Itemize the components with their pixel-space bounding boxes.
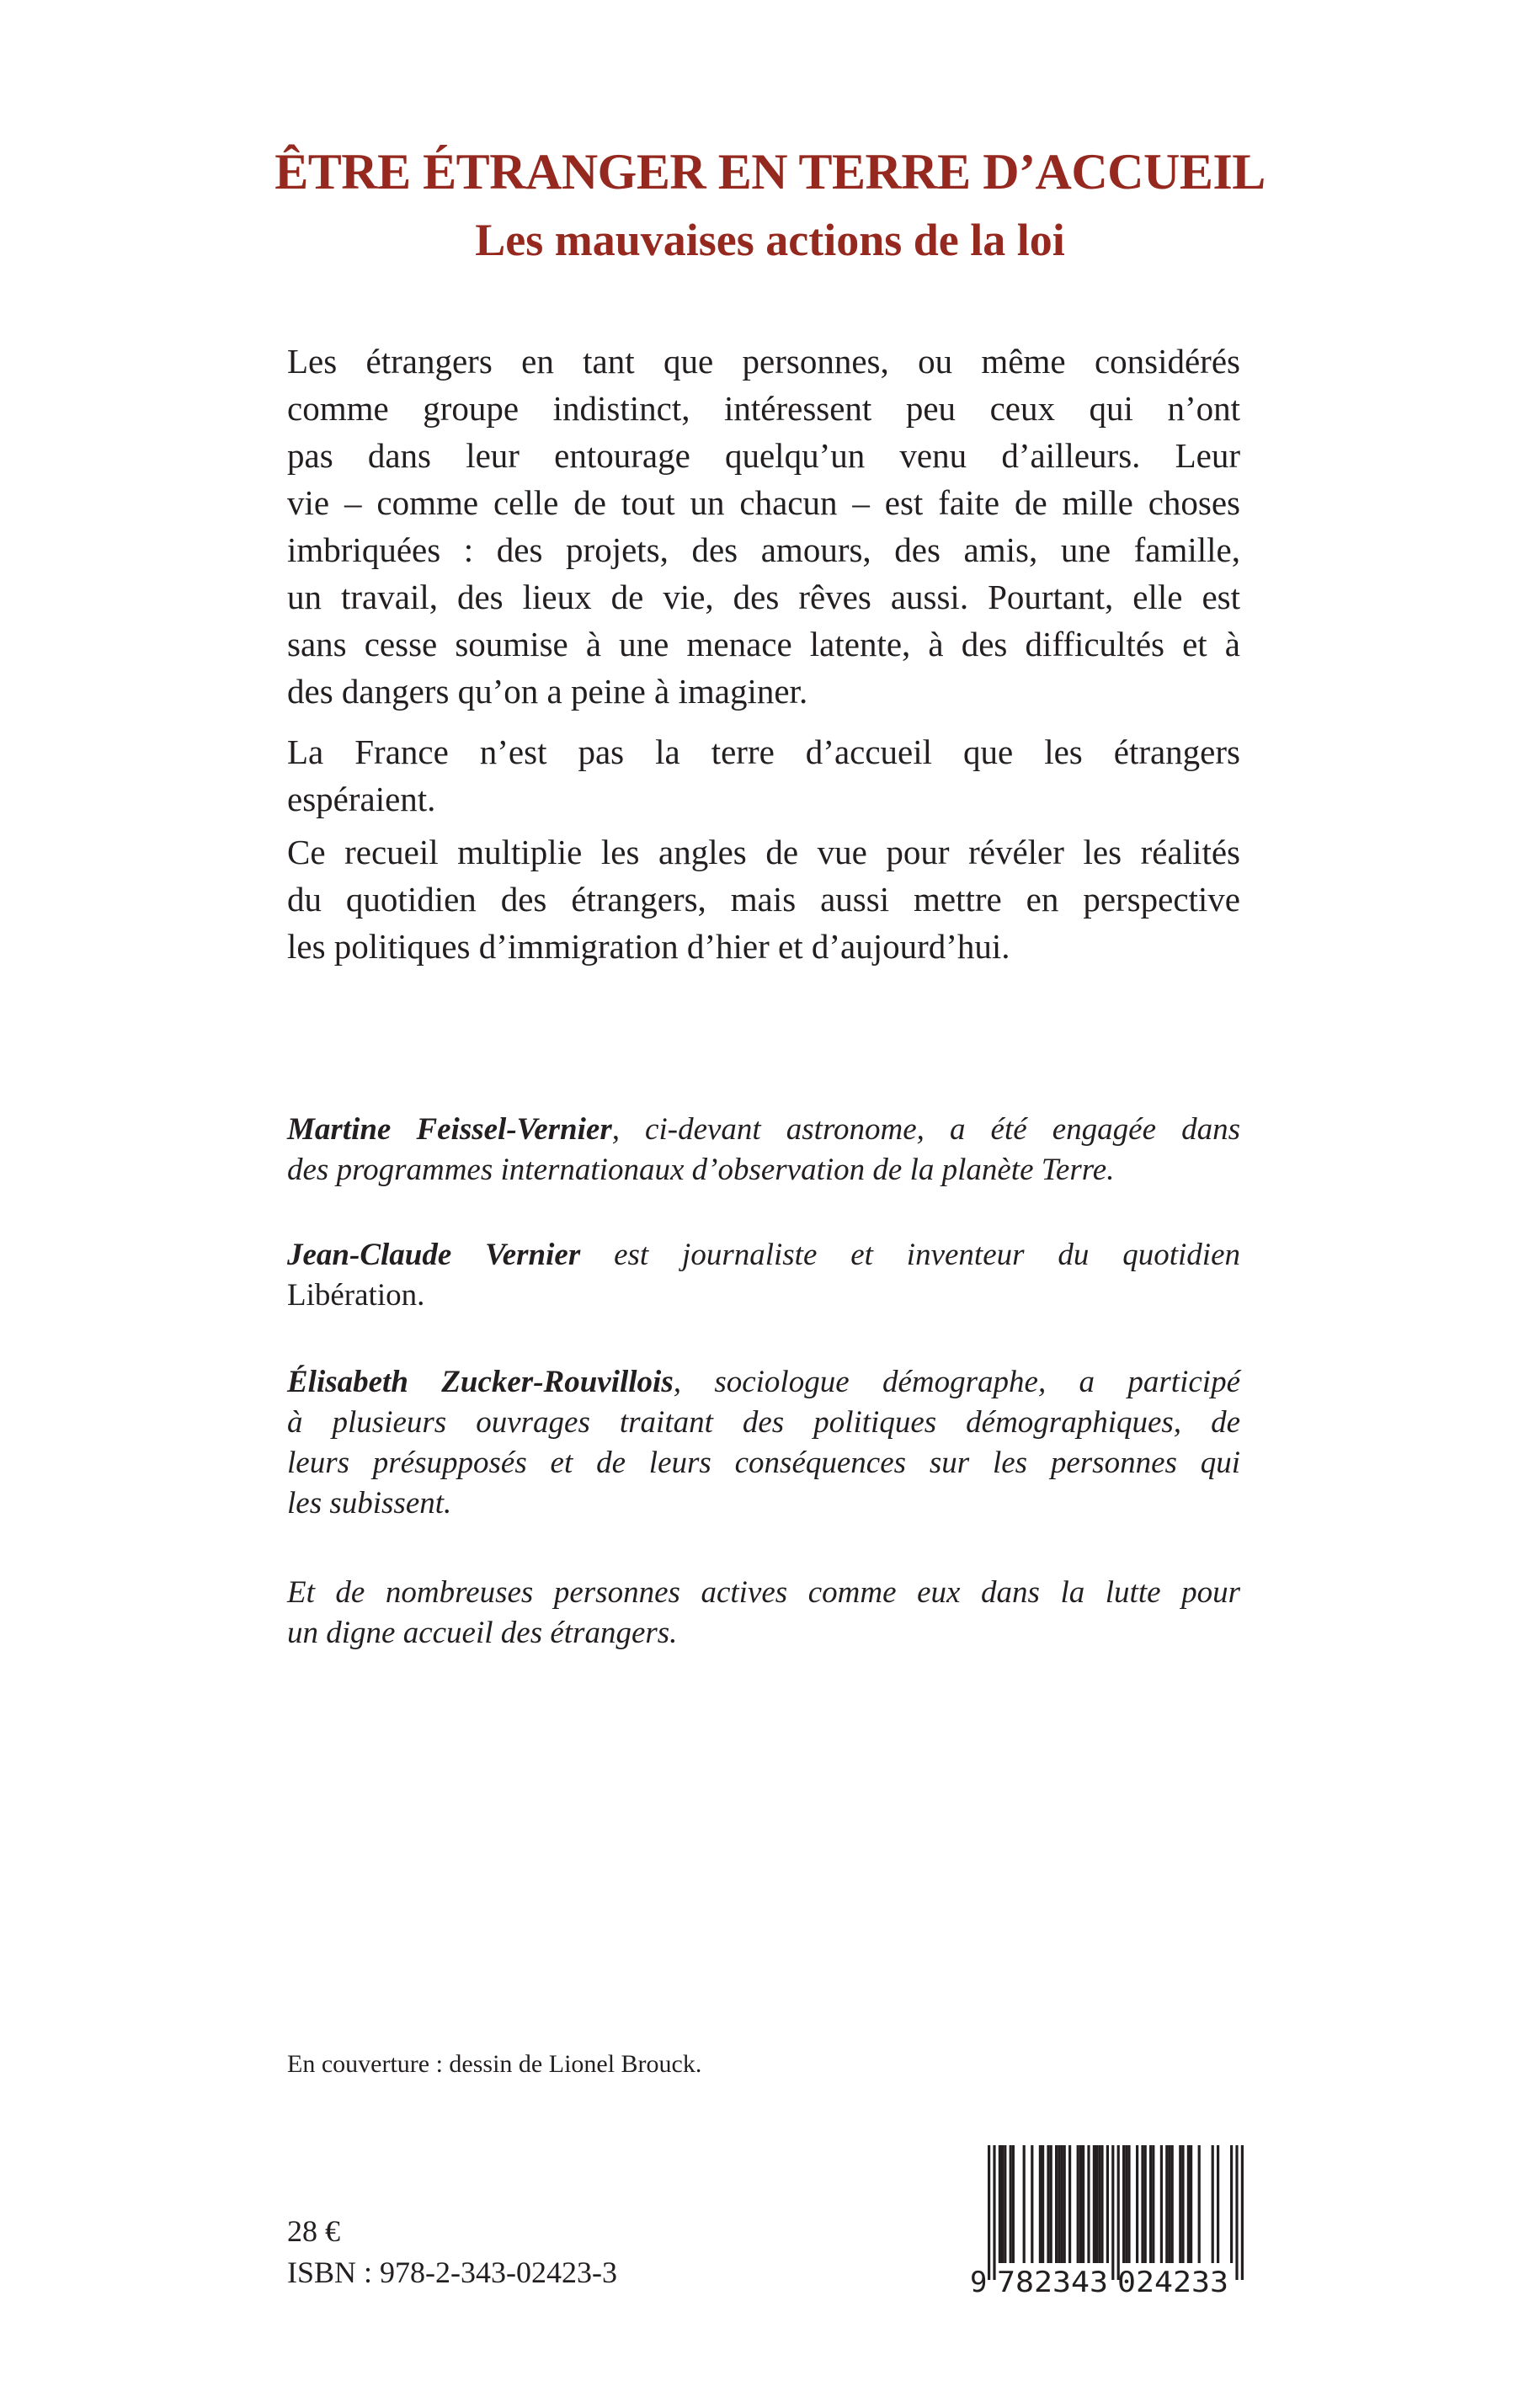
text-line: sans cesse soumise à une menace latente, à des difficultés et à — [287, 625, 1240, 663]
barcode-bar — [1241, 2145, 1244, 2280]
barcode-bar — [1077, 2145, 1079, 2263]
barcode-bar — [1181, 2145, 1184, 2263]
barcode-bar — [1136, 2145, 1138, 2263]
summary-paragraph-3 — [287, 828, 1240, 970]
barcode-bar — [1165, 2145, 1168, 2263]
author-bio-1 — [287, 1110, 1240, 1190]
barcode-bar — [1190, 2145, 1192, 2263]
barcode-bar — [1152, 2145, 1154, 2263]
text-line: espéraient. — [287, 780, 436, 818]
text-line: Et de nombreuses personnes actives comme eux dans la lutte pour — [287, 1575, 1240, 1610]
text-line — [287, 1235, 1240, 1276]
barcode-bar — [1141, 2145, 1143, 2263]
text-line: les politiques d’immigration d’hier et d’aujourd’hui. — [287, 927, 1010, 966]
barcode-bar — [1111, 2145, 1114, 2280]
barcode-bar — [1010, 2145, 1012, 2263]
barcode-bar — [1212, 2145, 1214, 2263]
barcode-bar — [1117, 2145, 1120, 2280]
author-bio-3 — [287, 1362, 1240, 1524]
closing-note — [287, 1573, 1240, 1654]
text-line: pas dans leur entourage quelqu’un venu d’ailleurs. Leur — [287, 436, 1240, 475]
barcode-bar — [1171, 2145, 1174, 2263]
barcode-bar — [1100, 2145, 1103, 2263]
barcode-bar — [1127, 2145, 1130, 2263]
barcode-bar — [1168, 2145, 1170, 2263]
barcode-icon — [967, 2144, 1248, 2295]
book-title: ÊTRE ÉTRANGER EN TERRE D’ACCUEIL — [274, 144, 1266, 200]
newspaper-name: Libération. — [287, 1278, 425, 1313]
cover-credit: En couverture : dessin de Lionel Brouck. — [287, 2050, 702, 2078]
bio-text: est journaliste et inventeur du quotidien — [580, 1238, 1240, 1272]
barcode-bar — [1098, 2145, 1100, 2263]
text-line: imbriquées : des projets, des amours, des amis, une famille, — [287, 530, 1240, 569]
isbn: ISBN : 978-2-343-02423-3 — [287, 2256, 617, 2289]
barcode-bar — [1106, 2145, 1109, 2263]
book-subtitle: Les mauvaises actions de la loi — [475, 215, 1065, 265]
barcode-bar — [1198, 2145, 1201, 2263]
text-line: du quotidien des étrangers, mais aussi mettre en perspective — [287, 880, 1240, 919]
barcode-bar — [1068, 2145, 1071, 2263]
barcode-bar — [1230, 2145, 1233, 2263]
barcode-bar — [1093, 2145, 1095, 2263]
barcode-bar — [1079, 2145, 1082, 2263]
barcode-bar — [1004, 2145, 1006, 2263]
barcode-bar — [1095, 2145, 1098, 2263]
barcode-bar — [1144, 2145, 1147, 2263]
text-line: un travail, des lieux de vie, des rêves aussi. Pourtant, elle est — [287, 578, 1240, 616]
barcode-bar — [1023, 2145, 1026, 2263]
barcode-bar — [1031, 2145, 1033, 2263]
text-line: leurs présupposés et de leurs conséquences sur les personnes qui — [287, 1446, 1240, 1480]
text-line: les subissent. — [287, 1486, 452, 1521]
text-line: des programmes internationaux d’observation de la planète Terre. — [287, 1153, 1115, 1187]
barcode-bar — [1060, 2145, 1063, 2263]
barcode-bar — [1149, 2145, 1152, 2263]
text-line: des dangers qu’on a peine à imaginer. — [287, 672, 808, 711]
barcode-bar — [1050, 2145, 1052, 2263]
text-line: un digne accueil des étrangers. — [287, 1616, 678, 1650]
barcode-first-digit: 9 — [970, 2266, 988, 2295]
text-line: à plusieurs ouvrages traitant des politiques démographiques, de — [287, 1405, 1240, 1440]
summary-paragraph-1 — [287, 338, 1240, 715]
author-name: Martine Feissel-Vernier — [287, 1112, 612, 1147]
barcode-bar — [1087, 2145, 1090, 2263]
barcode-bar — [1047, 2145, 1049, 2263]
barcode-left-group: 782343 — [997, 2266, 1108, 2295]
isbn-barcode — [967, 2144, 1248, 2295]
barcode-bar — [1058, 2145, 1060, 2263]
author-bio-2 — [287, 1235, 1240, 1316]
barcode-bar — [1187, 2145, 1190, 2263]
barcode-bar — [1001, 2145, 1004, 2263]
barcode-bar — [988, 2145, 990, 2280]
barcode-bar — [999, 2145, 1001, 2263]
text-line: vie – comme celle de tout un chacun – est faite de mille choses — [287, 483, 1240, 522]
barcode-bar — [1160, 2145, 1163, 2263]
barcode-bar — [1217, 2145, 1219, 2263]
author-name: Jean-Claude Vernier — [287, 1238, 581, 1272]
barcode-right-group: 024233 — [1117, 2266, 1228, 2295]
barcode-bar — [1042, 2145, 1044, 2263]
barcode-bar — [1235, 2145, 1238, 2280]
price: 28 € — [287, 2214, 340, 2248]
barcode-bar — [1179, 2145, 1181, 2263]
text-line: comme groupe indistinct, intéressent peu ceux qui n’ont — [287, 389, 1240, 428]
text-line: La France n’est pas la terre d’accueil que les étrangers — [287, 732, 1240, 771]
text-line — [287, 1362, 1240, 1403]
barcode-bar — [993, 2145, 995, 2280]
barcode-bar — [1039, 2145, 1042, 2263]
text-line — [287, 1110, 1240, 1150]
bio-text: , ci-devant astronome, a été engagée dans — [611, 1112, 1240, 1147]
barcode-bar — [1063, 2145, 1066, 2263]
barcode-bar — [1122, 2145, 1125, 2263]
barcode-bar — [1125, 2145, 1127, 2263]
bio-text: , sociologue démographe, a participé — [673, 1365, 1240, 1399]
author-name: Élisabeth Zucker-Rouvillois — [287, 1365, 674, 1399]
barcode-bar — [1055, 2145, 1058, 2263]
text-line: Les étrangers en tant que personnes, ou même considérés — [287, 342, 1240, 381]
barcode-bar — [1012, 2145, 1015, 2263]
text-line: Ce recueil multiplie les angles de vue pour révéler les réalités — [287, 833, 1240, 871]
summary-paragraph-2 — [287, 728, 1240, 823]
barcode-bar — [1082, 2145, 1084, 2263]
